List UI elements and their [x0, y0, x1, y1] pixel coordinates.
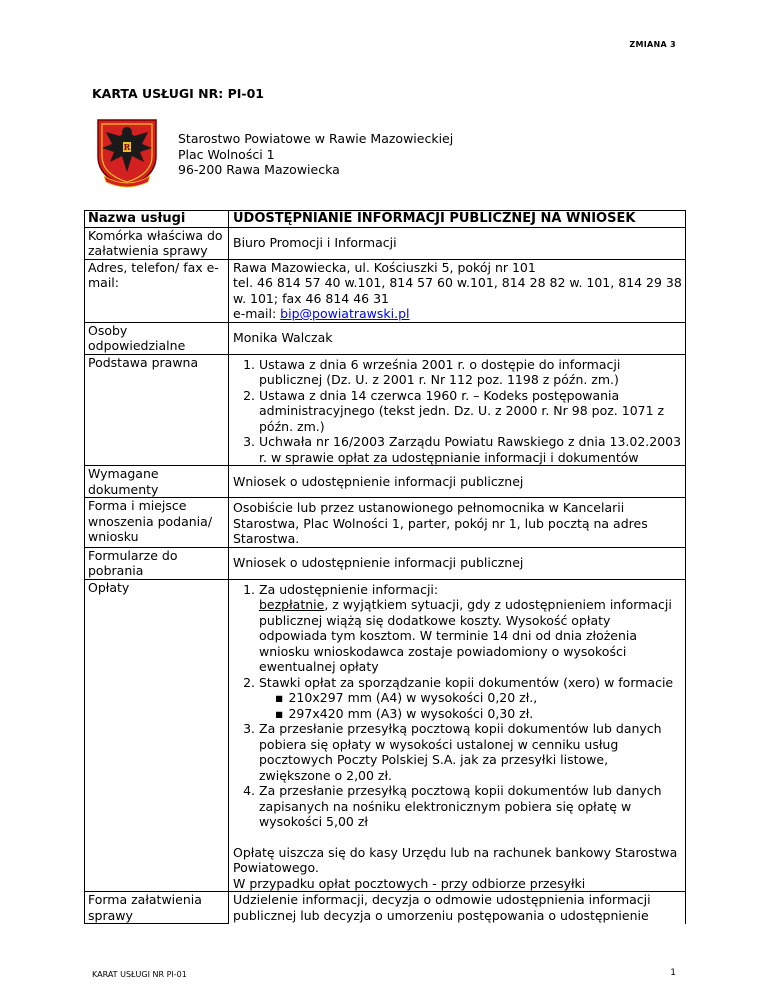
fees-list	[233, 582, 682, 830]
row-fees	[85, 579, 686, 892]
row-contact	[85, 259, 686, 322]
contact-email-line	[233, 306, 682, 322]
value-persons: Monika Walczak	[229, 322, 686, 354]
label-contact: Adres, telefon/ fax e-mail:	[85, 259, 229, 322]
value-forms: Wniosek o udostępnienie informacji publicznej	[229, 547, 686, 579]
copy-rate: ▪ 210x297 mm (A4) w wysokości 0,20 zł.,	[275, 690, 682, 706]
svg-text:R: R	[123, 142, 131, 152]
fee-item	[259, 582, 682, 675]
fee-item-rest: , z wyjątkiem sytuacji, gdy z udostępnieniem informacji publicznej wiążą się dodatkowe koszty. Wysokość opłaty odpowiada tym kosztom. W terminie 14 dni od dnia złożenia wniosku wnioskodawca zostaje powiadomiony o wysokości ewentualnej opłaty	[259, 597, 672, 674]
office-street: Plac Wolności 1	[178, 146, 275, 162]
copy-rate: ▪ 297x420 mm (A3) w wysokości 0,30 zł.	[275, 706, 682, 722]
fee-item-copies: 2. Stawki opłat za sporządzanie kopii dokumentów (xero) w formacie	[259, 674, 674, 690]
copy-rates-list	[259, 690, 682, 721]
label-fees: Opłaty	[85, 579, 229, 892]
fee-item	[259, 675, 682, 722]
fee-item: 3. Za przesłanie przesyłką pocztową kopii dokumentów lub danych pobiera się opłaty w wysokości ustalonej w cenniku usług pocztowych Poczty Polskiej S.A. jak za przesyłki listowe, zwiększone o 2,00 zł.	[259, 721, 682, 783]
change-label: ZMIANA 3	[629, 40, 676, 49]
value-legal-basis	[229, 354, 686, 466]
page-number: 1	[670, 968, 676, 978]
postal-payment-info: W przypadku opłat pocztowych - przy odbiorze przesyłki	[233, 875, 586, 891]
legal-item: 1. Ustawa z dnia 6 września 2001 r. o dostępie do informacji publicznej (Dz. U. z 2001 r. Nr 112 poz. 1198 z późn. zm.)	[259, 357, 682, 388]
value-unit: Biuro Promocji i Informacji	[229, 227, 686, 259]
fee-item-head: 1. Za udostępnienie informacji:	[259, 581, 439, 597]
label-forms: Formularze do pobrania	[85, 547, 229, 579]
label-outcome: Forma załatwienia sprawy	[85, 892, 229, 924]
payment-info: Opłatę uiszcza się do kasy Urzędu lub na rachunek bankowy Starostwa Powiatowego.	[233, 844, 678, 875]
value-fees	[229, 579, 686, 892]
row-legal-basis	[85, 354, 686, 466]
contact-address: Rawa Mazowiecka, ul. Kościuszki 5, pokój nr 101	[233, 259, 536, 275]
legal-item: 3. Uchwała nr 16/2003 Zarządu Powiatu Rawskiego z dnia 13.02.2003 r. w sprawie opłat za udostępnianie informacji i dokumentów	[259, 434, 682, 465]
row-documents	[85, 466, 686, 498]
label-persons: Osoby odpowiedzialne	[85, 322, 229, 354]
footer-document-name: KARAT USŁUGI NR PI-01	[92, 970, 187, 979]
value-documents: Wniosek o udostępnienie informacji publicznej	[229, 466, 686, 498]
fee-free-text: bezpłatnie	[259, 597, 325, 612]
label-submission: Forma i miejsce wnoszenia podania/ wniosku	[85, 498, 229, 548]
row-outcome	[85, 892, 686, 924]
service-card-table	[84, 210, 686, 924]
row-unit	[85, 227, 686, 259]
row-service-name	[85, 211, 686, 228]
row-forms	[85, 547, 686, 579]
legal-basis-list	[233, 357, 682, 466]
value-submission: Osobiście lub przez ustanowionego pełnomocnika w Kancelarii Starostwa, Plac Wolności 1, parter, pokój nr 1, lub pocztą na adres Starostwa.	[229, 498, 686, 548]
email-prefix: e-mail:	[233, 306, 281, 321]
coat-of-arms-logo	[92, 116, 162, 188]
document-title: KARTA USŁUGI NR: PI-01	[92, 86, 264, 101]
label-documents: Wymagane dokumenty	[85, 466, 229, 498]
row-submission	[85, 498, 686, 548]
value-outcome: Udzielenie informacji, decyzja o odmowie udostępnienia informacji publicznej lub decyzja o umorzeniu postępowania o udostępnienie	[229, 892, 686, 924]
office-name: Starostwo Powiatowe w Rawie Mazowieckiej	[178, 131, 454, 146]
contact-phones: tel. 46 814 57 40 w.101, 814 57 60 w.101, 814 28 82 w. 101, 814 29 38 w. 101; fax 46 814 46 31	[233, 275, 682, 306]
legal-item: 2. Ustawa z dnia 14 czerwca 1960 r. – Kodeks postępowania administracyjnego (tekst jedn. Dz. U. z 2000 r. Nr 98 poz. 1071 z późn. zm.)	[259, 388, 682, 435]
row-persons	[85, 322, 686, 354]
office-address	[178, 131, 453, 178]
label-service-name: Nazwa usługi	[85, 211, 229, 228]
value-service-name: UDOSTĘPNIANIE INFORMACJI PUBLICZNEJ NA WNIOSEK	[229, 211, 686, 228]
value-contact	[229, 259, 686, 322]
office-city: 96-200 Rawa Mazowiecka	[178, 162, 340, 177]
email-link[interactable]: bip@powiatrawski.pl	[280, 306, 410, 321]
label-legal-basis: Podstawa prawna	[85, 354, 229, 466]
label-unit: Komórka właściwa do załatwienia sprawy	[85, 227, 229, 259]
fee-item: 4. Za przesłanie przesyłką pocztową kopii dokumentów lub danych zapisanych na nośniku elektronicznym pobiera się opłatę w wysokości 5,00 zł	[259, 783, 682, 830]
